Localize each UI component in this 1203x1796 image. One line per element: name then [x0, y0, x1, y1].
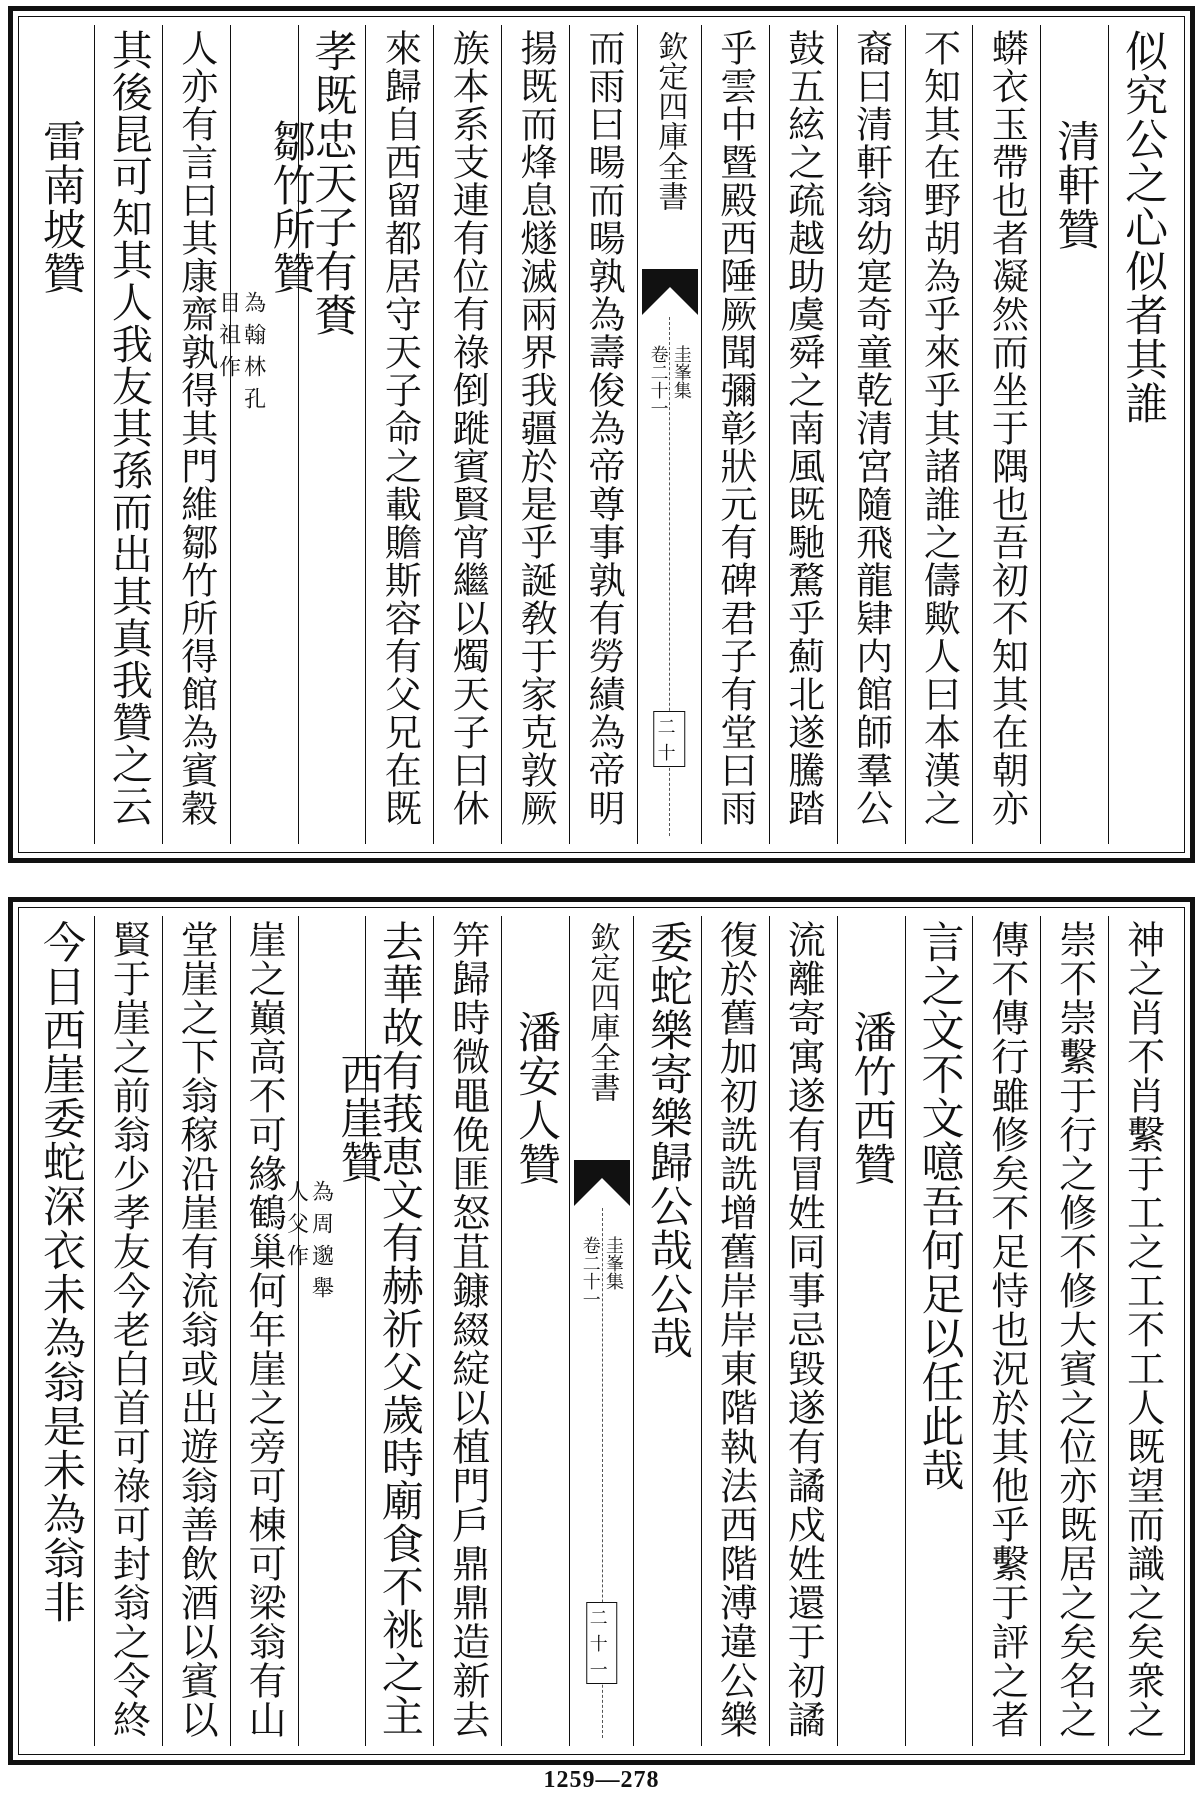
juan-number: 卷二十一	[579, 1236, 601, 1308]
fishtail-mark-icon	[574, 1160, 630, 1206]
column-text: 來歸自西留都居守天子命之載贍斯容有父兄在既	[378, 29, 422, 827]
text-column	[1108, 25, 1176, 844]
text-column	[365, 916, 433, 1746]
column-text: 其後昆可知其人我友其孫而出其真我贊之云	[104, 29, 153, 827]
note-line: 為翰林孔	[240, 291, 266, 419]
column-text: 孝既忠天子有賚	[307, 29, 358, 337]
column-text: 崇不崇繫于行之修不修大賓之位亦既居之矣名之	[1052, 920, 1097, 1739]
column-text: 堂崖之下翁稼沿崖有流翁或出遊翁善飲酒以賓以	[174, 920, 219, 1739]
text-column	[94, 25, 162, 844]
text-column	[633, 916, 701, 1746]
text-column	[433, 916, 501, 1746]
text-column	[1040, 916, 1108, 1746]
column-text: 裔曰清軒翁幼寔奇童乾清宮隨飛龍肄内館師羣公	[849, 29, 893, 827]
text-column	[162, 916, 230, 1746]
lower-folio	[8, 897, 1195, 1765]
section-title: 潘竹西贊	[846, 1010, 897, 1186]
column-text: 神之肖不肖繫于工之工不工人既望而識之矣衆之	[1120, 920, 1165, 1739]
upper-columns	[27, 25, 1176, 844]
page-number: 二十一	[586, 1602, 618, 1684]
text-column	[769, 25, 837, 844]
column-text: 似究公之心似者其誰	[1118, 29, 1169, 425]
text-column	[27, 916, 94, 1746]
text-column	[972, 916, 1040, 1746]
column-text: 傳不傳行雖修矣不足恃也況於其他乎繫于評之者	[984, 920, 1029, 1739]
fold-center-column	[637, 25, 701, 844]
volume-page-number: 1259—278	[543, 1767, 660, 1793]
text-column	[1040, 25, 1108, 844]
text-column	[215, 25, 316, 844]
text-column	[27, 25, 94, 844]
section-title-with-note	[215, 119, 316, 419]
column-text: 賢于崖之前翁少孝友今老白首可祿可封翁之令終	[106, 920, 151, 1739]
column-text: 揚既而烽息燧滅兩界我疆於是乎誕敎于家克敦厥	[514, 29, 558, 827]
column-text: 言之文不文噫吾何足以任此哉	[914, 920, 965, 1492]
text-column	[701, 916, 769, 1746]
text-column	[501, 916, 569, 1746]
collection-header: 欽定四庫全書	[584, 922, 620, 1102]
column-text: 復於舊加初詵詵增舊岸岸東階執法西階溥違公樂	[713, 920, 758, 1739]
text-column	[365, 25, 433, 844]
note-line: 為周邈舉	[308, 1180, 334, 1308]
upper-folio	[8, 6, 1195, 863]
column-text: 崖之巔高不可緣鶴巢何年崖之旁可棟可梁翁有山	[242, 920, 287, 1739]
text-column	[905, 25, 973, 844]
section-title: 雷南坡贊	[35, 119, 86, 295]
section-title: 西崖贊	[333, 1052, 384, 1184]
page-number: 二十	[654, 711, 686, 767]
book-title: 圭峯集	[603, 1236, 624, 1290]
text-column	[433, 25, 501, 844]
column-text: 蟒衣玉帶也者凝然而坐于隅也吾初不知其在朝亦	[985, 29, 1029, 827]
juan-number: 卷二十一	[647, 345, 669, 417]
section-title: 鄒竹所贊	[265, 119, 316, 295]
note-line: 目祖作	[215, 291, 241, 387]
book-title: 圭峯集	[670, 345, 692, 399]
text-column	[769, 916, 837, 1746]
fold-center-column	[569, 916, 633, 1746]
fishtail-mark-icon	[642, 269, 698, 315]
text-column	[905, 916, 973, 1746]
section-title: 清軒贊	[1050, 119, 1101, 251]
text-column	[972, 25, 1040, 844]
column-text: 笄歸時微黽俛匪怒苴鏮綴綻以植門戶鼎鼎造新去	[445, 920, 490, 1739]
column-text: 流離寄寓遂有冒姓同事忌毀遂有譎戍姓還于初譎	[781, 920, 826, 1739]
column-text: 鼓五絃之疏越助虞舜之南風既馳騖乎薊北遂騰踏	[781, 29, 825, 827]
text-column	[837, 916, 905, 1746]
column-text: 而雨曰暘而暘孰為壽俊為帝尊事孰有勞績為帝明	[581, 29, 625, 827]
text-column	[94, 916, 162, 1746]
column-text: 族本系支連有位有祿倒蹝賓賢宵繼以燭天子曰休	[446, 29, 490, 827]
column-text: 委蛇樂寄樂歸公哉公哉	[642, 920, 693, 1360]
column-text: 今日西崖委蛇深衣未為翁是未為翁非	[35, 920, 86, 1624]
column-text: 去華故有莪恵文有赫祈父歲時廟食不祧之主	[375, 920, 425, 1737]
note-line: 人父作	[283, 1180, 309, 1276]
column-text: 乎雲中暨殿西陲厥聞彌彰狀元有碑君子有堂曰雨	[713, 29, 757, 827]
section-title: 潘安人贊	[511, 1010, 562, 1186]
column-text: 不知其在野胡為乎來乎其諸誰之儔歟人曰本漢之	[917, 29, 961, 827]
text-column	[569, 25, 637, 844]
column-text: 人亦有言曰其康齋孰得其門維鄒竹所得館為賓穀	[174, 29, 218, 827]
text-column	[501, 25, 569, 844]
text-column	[701, 25, 769, 844]
lower-columns	[27, 916, 1176, 1746]
text-column	[1108, 916, 1176, 1746]
text-column	[837, 25, 905, 844]
collection-header: 欽定四庫全書	[652, 31, 688, 211]
text-column	[283, 916, 384, 1746]
text-column	[230, 916, 298, 1746]
section-title-with-note	[283, 1052, 384, 1308]
text-column	[162, 25, 230, 844]
